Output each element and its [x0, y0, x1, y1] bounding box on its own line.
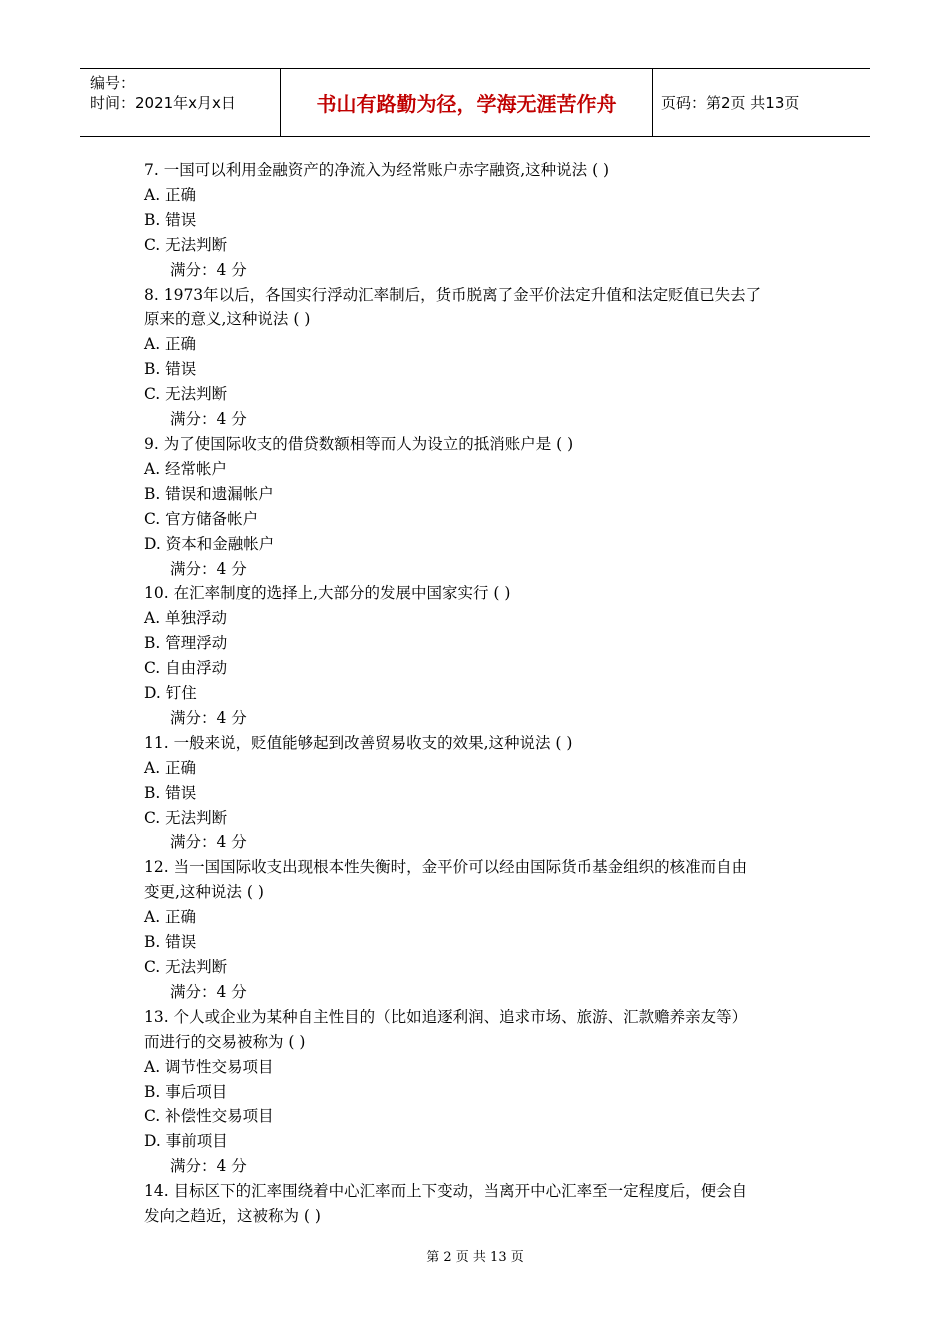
- score-line: 满分：4 分: [170, 559, 247, 578]
- score-line: 满分：4 分: [170, 982, 247, 1001]
- date-label: 时间：2021年x月x日: [90, 94, 236, 112]
- text-line: B. 错误: [144, 783, 197, 802]
- text-line: C. 无法判断: [144, 958, 228, 976]
- score-line: 满分：4 分: [170, 260, 247, 279]
- text-line: A. 单独浮动: [144, 609, 228, 628]
- number-label: 编号：: [90, 74, 136, 92]
- text-line: D. 钉住: [144, 684, 197, 703]
- text-line: 7. 一国可以利用金融资产的净流入为经常账户赤字融资,这种说法 ( ): [144, 161, 610, 179]
- text-line: 11. 一般来说，贬值能够起到改善贸易收支的效果,这种说法 ( ): [144, 733, 573, 752]
- text-line: D. 事前项目: [144, 1132, 228, 1151]
- text-line: A. 正确: [144, 335, 197, 354]
- score-line: 满分：4 分: [170, 708, 247, 727]
- text-line: 发向之趋近，这被称为 ( ): [144, 1207, 321, 1226]
- text-line: 9. 为了使国际收支的借贷数额相等而人为设立的抵消账户是 ( ): [144, 434, 574, 453]
- text-line: D. 资本和金融帐户: [144, 534, 275, 553]
- text-line: A. 调节性交易项目: [144, 1057, 274, 1076]
- text-line: 14. 目标区下的汇率围绕着中心汇率而上下变动，当离开中心汇率至一定程度后，便会自: [144, 1182, 748, 1201]
- text-line: 12. 当一国国际收支出现根本性失衡时，金平价可以经由国际货币基金组织的核准而自由: [144, 858, 748, 877]
- text-line: C. 自由浮动: [144, 659, 228, 678]
- text-line: 而进行的交易被称为 ( ): [144, 1032, 306, 1051]
- text-line: C. 官方储备帐户: [144, 509, 259, 528]
- text-line: 13. 个人或企业为某种自主性目的（比如追逐利润、追求市场、旅游、汇款赡养亲友等）: [144, 1007, 748, 1026]
- text-line: C. 无法判断: [144, 385, 228, 404]
- text-line: C. 无法判断: [144, 235, 228, 254]
- text-line: 原来的意义,这种说法 ( ): [144, 310, 311, 329]
- text-line: A. 正确: [144, 758, 197, 777]
- text-line: B. 事后项目: [144, 1082, 228, 1101]
- text-line: B. 管理浮动: [144, 634, 228, 653]
- text-line: 8. 1973年以后，各国实行浮动汇率制后，货币脱离了金平价法定升值和法定贬值已失去了: [144, 285, 762, 304]
- text-line: 10. 在汇率制度的选择上,大部分的发展中国家实行 ( ): [144, 584, 511, 603]
- score-line: 满分：4 分: [170, 1157, 247, 1176]
- page-footer: 第 2 页 共 13 页: [426, 1250, 524, 1265]
- score-line: 满分：4 分: [170, 410, 247, 429]
- text-line: C. 无法判断: [144, 808, 228, 827]
- header-motto: 书山有路勤为径，学海无涯苦作舟: [281, 69, 653, 136]
- header-page-info: 页码：第2页 共13页: [661, 94, 800, 112]
- text-line: A. 正确: [144, 908, 197, 927]
- score-line: 满分：4 分: [170, 833, 247, 852]
- text-line: B. 错误: [144, 360, 197, 379]
- text-line: B. 错误和遗漏帐户: [144, 484, 274, 503]
- question-list: [144, 158, 814, 1229]
- text-line: 变更,这种说法 ( ): [144, 883, 264, 902]
- page-header: [80, 68, 870, 137]
- text-line: C. 补偿性交易项目: [144, 1107, 274, 1126]
- text-line: B. 错误: [144, 210, 197, 229]
- text-line: B. 错误: [144, 933, 197, 952]
- header-meta: [80, 69, 281, 136]
- text-line: A. 正确: [144, 185, 197, 204]
- text-line: A. 经常帐户: [144, 459, 228, 478]
